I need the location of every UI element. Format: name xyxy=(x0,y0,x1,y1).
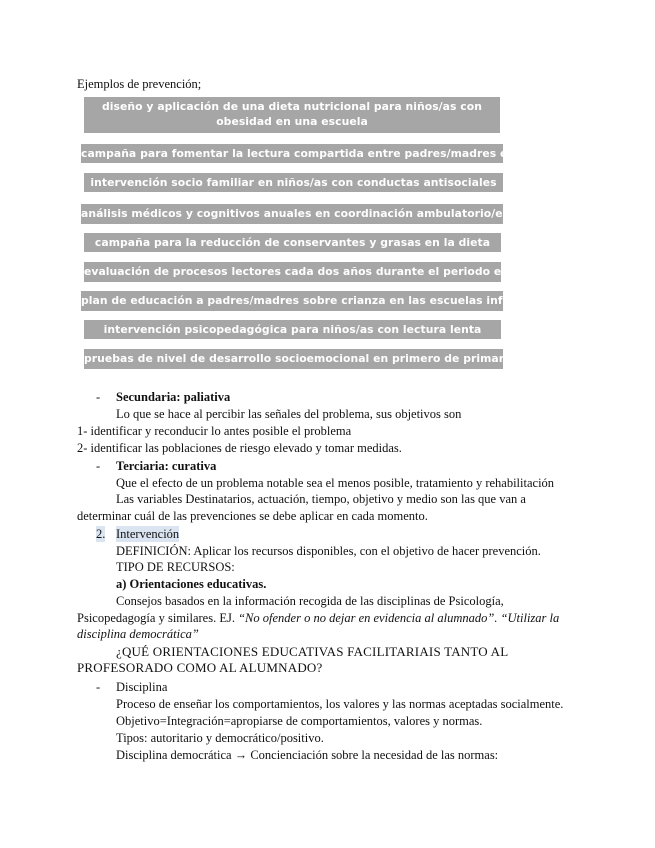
example-box-5 xyxy=(84,233,501,252)
example-text-4: análisis médicos y cognitivos anuales en coordinación ambulatorio/escuela xyxy=(81,207,542,220)
example-box-8 xyxy=(84,320,501,339)
consejos-line-2 xyxy=(77,610,559,626)
secundaria-item-2: 2- identificar las poblaciones de riesgo elevado y tomar medidas. xyxy=(77,441,402,455)
consejos-line-2-plain: Psicopedagogía y similares. EJ. xyxy=(77,611,239,625)
intervencion-number: 2. xyxy=(96,527,106,541)
tipo-recursos: TIPO DE RECURSOS: xyxy=(116,560,235,574)
disciplina-title: Disciplina xyxy=(116,680,168,694)
question-line-1: ¿QUÉ ORIENTACIONES EDUCATIVAS FACILITARIAIS TANTO AL xyxy=(116,644,509,659)
terciaria-bullet: - xyxy=(96,459,101,473)
question-line-2: PROFESORADO COMO AL ALUMNADO? xyxy=(77,660,323,675)
disciplina-line-3: Tipos: autoritario y democrático/positivo. xyxy=(116,731,324,745)
example-text-1: diseño y aplicación de una dieta nutricional para niños/as con obesidad en una escuela xyxy=(102,100,482,128)
secundaria-title: Secundaria: paliativa xyxy=(116,390,231,404)
orientaciones-subtitle: a) Orientaciones educativas. xyxy=(116,577,267,591)
example-text-8: intervención psicopedagógica para niños/as con lectura lenta xyxy=(103,323,482,336)
example-box-6 xyxy=(84,262,539,282)
definicion-text: DEFINICIÓN: Aplicar los recursos disponibles, con el objetivo de hacer prevención. xyxy=(116,544,541,558)
example-box-2 xyxy=(81,144,559,163)
example-text-9: pruebas de nivel de desarrollo socioemocional en primero de primaria xyxy=(84,352,516,365)
disciplina-bullet: - xyxy=(96,680,101,694)
consejos-line-3: disciplina democrática” xyxy=(77,627,199,641)
example-text-7: plan de educación a padres/madres sobre crianza en las escuelas infantiles xyxy=(81,294,545,307)
terciaria-title: Terciaria: curativa xyxy=(116,459,217,473)
terciaria-desc-1: Que el efecto de un problema notable sea el menos posible, tratamiento y rehabilitación xyxy=(116,476,555,490)
disciplina-line-1: Proceso de enseñar los comportamientos, los valores y las normas aceptadas socialmente. xyxy=(116,697,564,711)
disciplina-line-2: Objetivo=Integración=apropiarse de comportamientos, valores y normas. xyxy=(116,714,483,728)
terciaria-desc-2a: Las variables Destinatarios, actuación, tiempo, objetivo y medio son las que van a xyxy=(116,492,526,506)
example-text-2: campaña para fomentar la lectura compartida entre padres/madres e hijos/as xyxy=(81,147,559,160)
intro-heading: Ejemplos de prevención; xyxy=(77,77,202,91)
secundaria-desc: Lo que se hace al percibir las señales del problema, sus objetivos son xyxy=(116,407,462,421)
example-box-9 xyxy=(84,349,516,369)
example-box-4 xyxy=(81,204,542,224)
terciaria-desc-2b: determinar cuál de las prevenciones se debe aplicar en cada momento. xyxy=(77,509,428,523)
consejos-line-2-italic: “No ofender o no dejar en evidencia al alumnado”. “Utilizar la xyxy=(238,611,560,625)
example-box-3 xyxy=(84,173,503,192)
consejos-line-1: Consejos basados en la información recogida de las disciplinas de Psicología, xyxy=(116,594,504,608)
intervencion-title: Intervención xyxy=(116,527,180,541)
example-box-1 xyxy=(84,97,500,133)
example-box-7 xyxy=(81,291,545,311)
example-text-3: intervención socio familiar en niños/as con conductas antisociales xyxy=(90,176,497,189)
example-text-5: campaña para la reducción de conservantes y grasas en la dieta xyxy=(94,236,491,249)
example-text-6: evaluación de procesos lectores cada dos años durante el periodo escolar xyxy=(84,265,539,278)
secundaria-item-1: 1- identificar y reconducir lo antes posible el problema xyxy=(77,424,352,438)
secundaria-bullet: - xyxy=(96,390,101,404)
disciplina-line-4: Disciplina democrática → Concienciación sobre la necesidad de las normas: xyxy=(116,748,499,762)
